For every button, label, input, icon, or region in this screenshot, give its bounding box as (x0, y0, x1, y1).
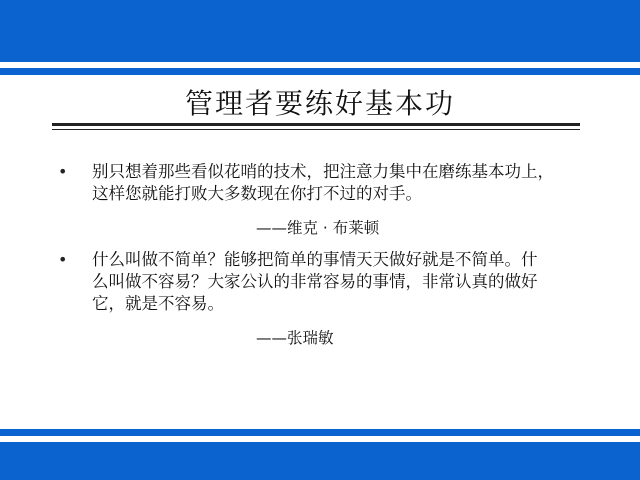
quote-paragraph (92, 249, 592, 315)
quote-line: 么叫做不容易？大家公认的非常容易的事情，非常认真的做好 (92, 272, 538, 291)
bullet-marker: • (58, 250, 68, 269)
quote-line: 它，就是不容易。 (92, 294, 224, 313)
bullet-marker: • (58, 162, 68, 181)
header-band (0, 0, 640, 62)
quote-paragraph (92, 161, 592, 205)
quote-attribution: ——张瑞敏 (256, 329, 334, 347)
quote-line: 别只想着那些看似花哨的技术，把注意力集中在磨练基本功上， (92, 162, 554, 181)
header-stripe (0, 68, 640, 75)
title-underline-thin (52, 129, 580, 130)
quote-line: 这样您就能打败大多数现在你打不过的对手。 (92, 184, 422, 203)
title-underline-thick (52, 123, 580, 126)
footer-band (0, 442, 640, 480)
footer-stripe (0, 429, 640, 436)
slide-title: 管理者要练好基本功 (184, 87, 455, 120)
quote-attribution: ——维克 · 布莱顿 (256, 219, 380, 237)
quote-line: 什么叫做不简单？能够把简单的事情天天做好就是不简单。什 (92, 250, 538, 269)
